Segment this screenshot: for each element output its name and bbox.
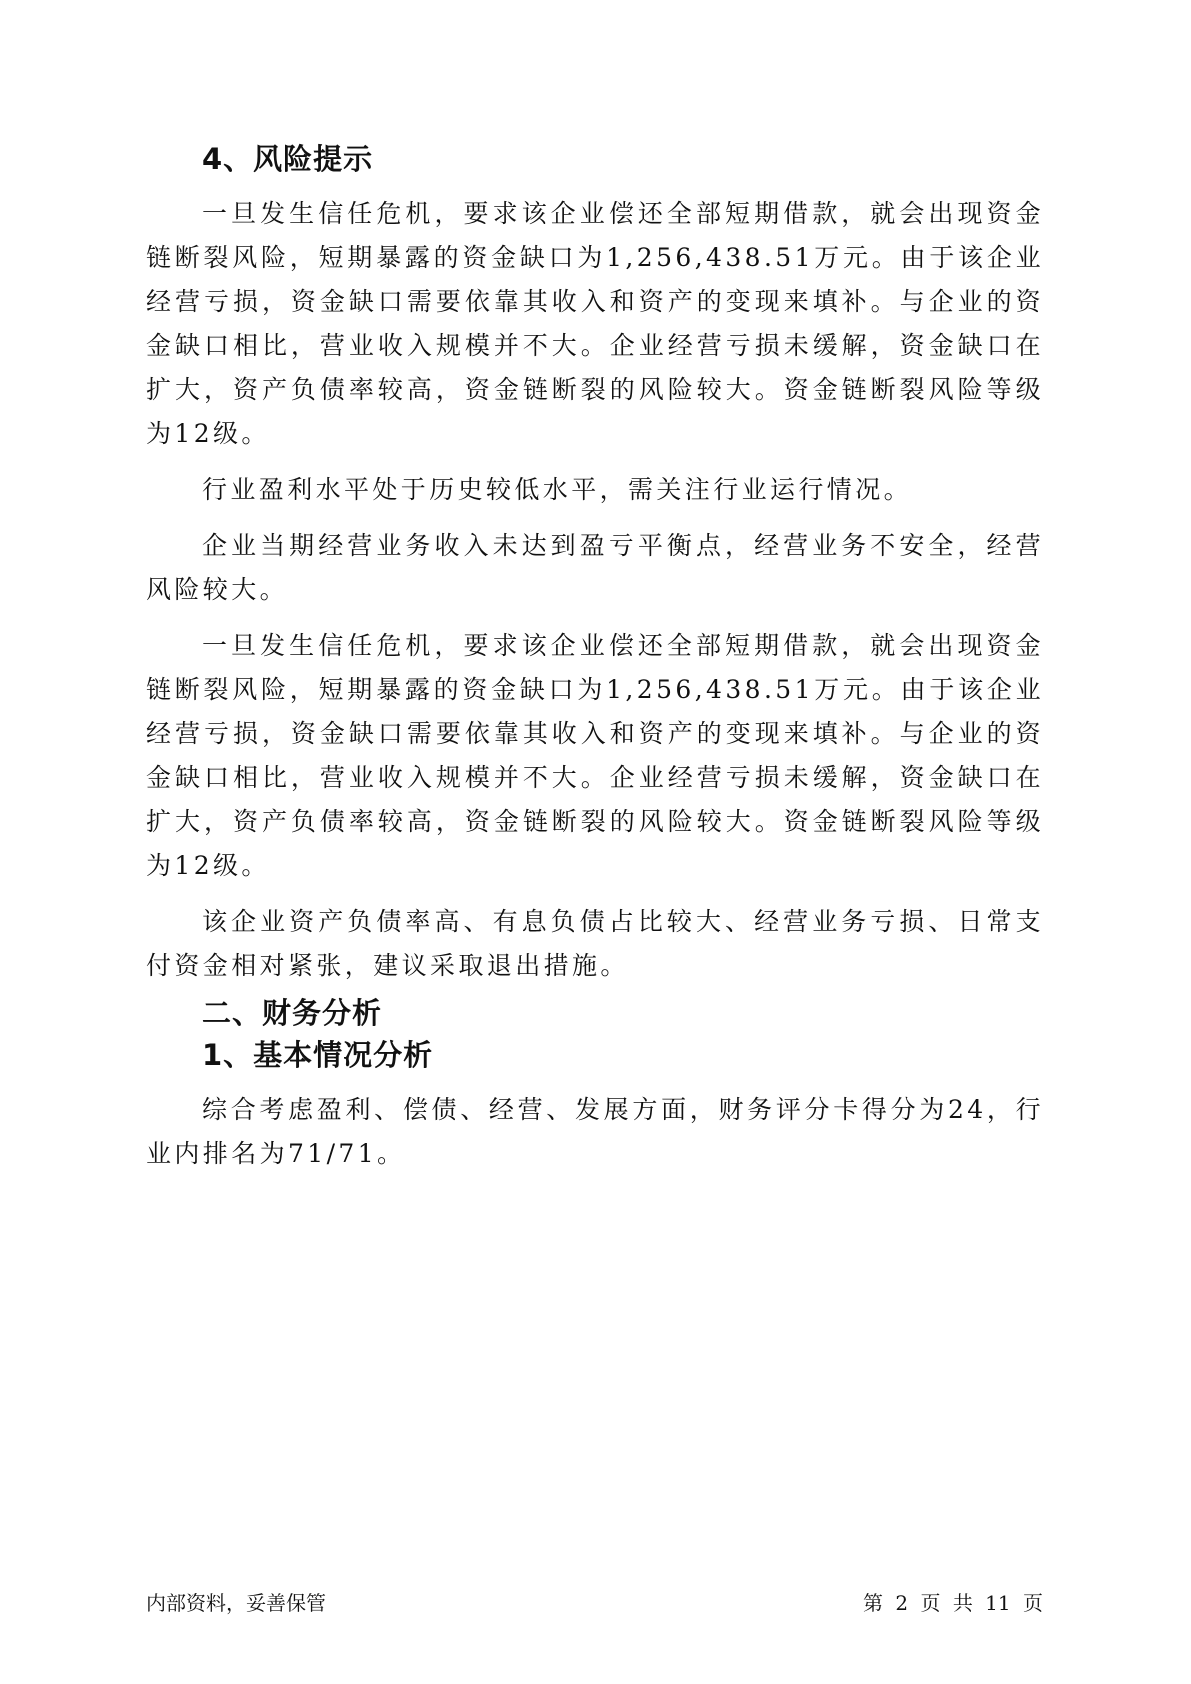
risk-paragraph-4: 一旦发生信任危机，要求该企业偿还全部短期借款，就会出现资金链断裂风险，短期暴露的资金缺口为1,256,438.51万元。由于该企业经营亏损，资金缺口需要依靠其收入和资产的变现来填补。与企业的资金缺口相比，营业收入规模并不大。企业经营亏损未缓解，资金缺口在扩大，资产负债率较高，资金链断裂的风险较大。资金链断裂风险等级为12级。	[146, 631, 1044, 880]
finance-section-heading: 二、财务分析	[202, 996, 383, 1030]
confidential-note: 内部资料，妥善保管	[146, 1591, 326, 1615]
risk-paragraph-5: 该企业资产负债率高、有息负债占比较大、经营业务亏损、日常支付资金相对紧张，建议采取退出措施。	[146, 907, 1044, 980]
basic-analysis-paragraph: 综合考虑盈利、偿债、经营、发展方面，财务评分卡得分为24，行业内排名为71/71。	[146, 1095, 1044, 1168]
risk-paragraph-3: 企业当期经营业务收入未达到盈亏平衡点，经营业务不安全，经营风险较大。	[146, 531, 1044, 604]
page-content	[146, 138, 1044, 1188]
page-indicator: 第 2 页 共 11 页	[863, 1591, 1043, 1615]
basic-analysis-heading: 1、基本情况分析	[202, 1038, 434, 1072]
risk-paragraph-2: 行业盈利水平处于历史较低水平，需关注行业运行情况。	[202, 475, 913, 504]
risk-section-heading: 4、风险提示	[202, 142, 374, 176]
risk-paragraph-1: 一旦发生信任危机，要求该企业偿还全部短期借款，就会出现资金链断裂风险，短期暴露的资金缺口为1,256,438.51万元。由于该企业经营亏损，资金缺口需要依靠其收入和资产的变现来填补。与企业的资金缺口相比，营业收入规模并不大。企业经营亏损未缓解，资金缺口在扩大，资产负债率较高，资金链断裂的风险较大。资金链断裂风险等级为12级。	[146, 199, 1044, 448]
